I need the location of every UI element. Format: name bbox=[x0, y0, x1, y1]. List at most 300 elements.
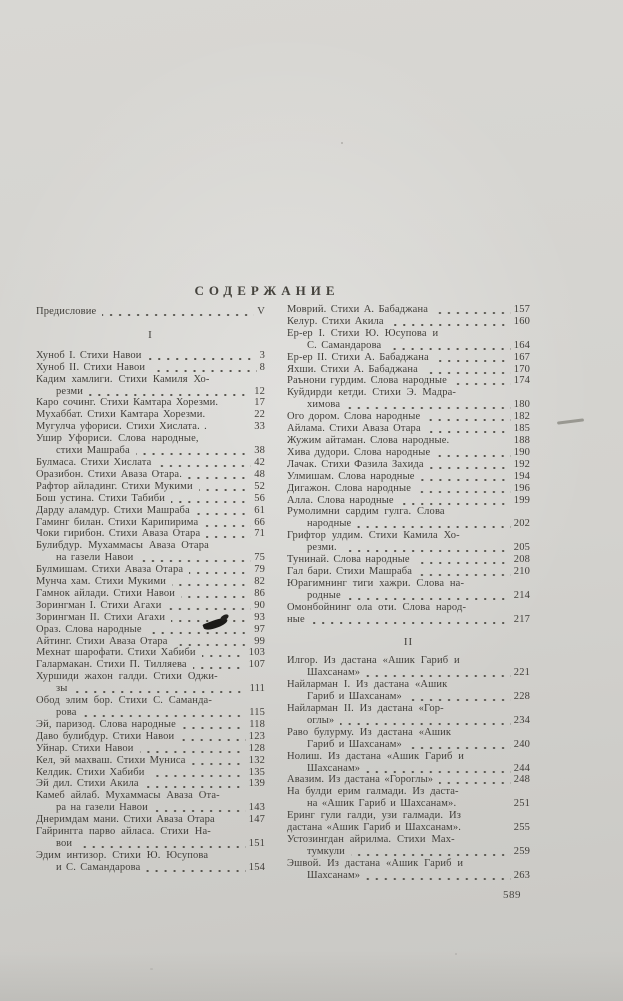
toc-entry-line bbox=[36, 552, 265, 564]
entry-page-number: 147 bbox=[248, 814, 265, 826]
entry-text: На булди ерим галмади. Из даста- bbox=[287, 786, 459, 798]
toc-entry-line bbox=[36, 445, 265, 457]
entry-page-number: 93 bbox=[254, 611, 265, 623]
entry-text: Кадим хамлиги. Стихи Камиля Хо- bbox=[36, 373, 210, 385]
entry-text: Зорингман II. Стихи Агахи bbox=[36, 611, 166, 623]
dot-leader bbox=[436, 455, 511, 457]
dot-leader bbox=[390, 324, 511, 326]
dot-leader bbox=[366, 878, 511, 880]
toc-entry-line bbox=[287, 614, 530, 626]
entry-text: ные bbox=[287, 613, 305, 625]
entry-page-number: 170 bbox=[513, 363, 530, 375]
toc-entry-line bbox=[287, 530, 530, 542]
entry-text: Предисловие bbox=[36, 306, 97, 317]
entry-page-number: 33 bbox=[254, 421, 265, 433]
toc-entry-line bbox=[287, 822, 530, 834]
entry-text: Алла. Слова народные bbox=[287, 494, 394, 506]
toc-entry-line bbox=[287, 352, 530, 364]
toc-entry-line bbox=[287, 703, 530, 715]
entry-text: С. Самандарова bbox=[307, 339, 382, 351]
toc-entry-line bbox=[287, 304, 530, 316]
entry-text: Гариб и Шахсанам» bbox=[307, 738, 402, 750]
entry-text: Булмишам. Стихи Аваза Отара bbox=[36, 564, 184, 576]
entry-text: и С. Самандарова bbox=[56, 861, 141, 873]
dot-leader bbox=[193, 667, 246, 669]
entry-text: Эй, паризод. Слова народные bbox=[36, 718, 176, 730]
entry-page-number: 22 bbox=[254, 409, 265, 421]
toc-entry-line bbox=[287, 471, 530, 483]
dot-leader bbox=[204, 525, 251, 527]
page-title: СОДЕРЖАНИЕ bbox=[194, 283, 340, 298]
toc-entry-line bbox=[36, 397, 265, 409]
entry-page-number: 244 bbox=[513, 762, 530, 774]
entry-text: Оразибон. Стихи Аваза Отара. bbox=[36, 468, 182, 480]
entry-page-number: V bbox=[257, 306, 265, 317]
entry-text: ра на газели Навои bbox=[56, 802, 148, 814]
entry-page-number: 17 bbox=[254, 397, 265, 409]
dot-leader bbox=[400, 503, 511, 505]
entry-page-number: 160 bbox=[513, 315, 530, 327]
entry-text: Ер-ер I. Стихи Ю. Юсупова и bbox=[287, 327, 439, 339]
entry-page-number: 174 bbox=[513, 375, 530, 387]
entry-text: Ораз. Слова народные bbox=[36, 623, 142, 635]
entry-text: на «Ашик Гариб и Шахсанам». bbox=[307, 798, 457, 810]
toc-entry-line bbox=[36, 778, 265, 790]
dot-leader bbox=[151, 370, 256, 372]
dot-leader bbox=[140, 751, 246, 753]
entry-page-number: 3 bbox=[259, 349, 265, 361]
entry-page-number: 71 bbox=[254, 528, 265, 540]
entry-text: Жужим айтаман. Слова народные. bbox=[287, 434, 450, 446]
dot-leader bbox=[181, 596, 251, 598]
entry-text: Каро сочинг. Стихи Камтара Хорезми. bbox=[36, 397, 219, 409]
entry-text: Мухаббат. Стихи Камтара Хорезми. bbox=[36, 409, 206, 421]
entry-text: народные bbox=[307, 518, 352, 530]
entry-page-number: 185 bbox=[513, 423, 530, 435]
dot-leader bbox=[366, 675, 511, 677]
toc-entry-line bbox=[36, 505, 265, 517]
toc-entry-line bbox=[36, 755, 265, 767]
toc-entry-line bbox=[287, 858, 530, 870]
entry-text: резми bbox=[56, 385, 84, 397]
entry-page-number: 196 bbox=[513, 482, 530, 494]
toc-entry-line bbox=[287, 423, 530, 435]
toc-entry-line bbox=[287, 846, 530, 858]
entry-page-number: 263 bbox=[513, 869, 530, 881]
toc-entry-line bbox=[287, 328, 530, 340]
toc-entry-line bbox=[36, 743, 265, 755]
entry-text: Ер-ер II. Стихи А. Бабаджана bbox=[287, 351, 429, 363]
dot-leader bbox=[139, 560, 251, 562]
toc-entry-line bbox=[36, 481, 265, 493]
entry-text: Булибдур. Мухаммасы Аваза Отара bbox=[36, 540, 209, 552]
entry-text: Раво булурму. Из дастана «Ашик bbox=[287, 726, 452, 738]
toc-entry-line bbox=[287, 495, 530, 507]
entry-text: Зорингман I. Стихи Агахи bbox=[36, 599, 162, 611]
toc-entry-line bbox=[36, 802, 265, 814]
entry-text: Дигажон. Слова народные bbox=[287, 482, 412, 494]
entry-page-number: 135 bbox=[248, 766, 265, 778]
dot-leader bbox=[192, 763, 246, 765]
toc-entry-line bbox=[36, 731, 265, 743]
entry-page-number: 240 bbox=[513, 738, 530, 750]
toc-entry-line bbox=[287, 786, 530, 798]
entry-text: Тунинай. Слова народные bbox=[287, 554, 410, 566]
entry-text: Устозингдан айрилма. Стихи Мах- bbox=[287, 833, 455, 845]
entry-page-number: 205 bbox=[513, 542, 530, 554]
entry-text: Камеб айлаб. Мухаммасы Аваза Ота- bbox=[36, 790, 220, 802]
toc-entry-line bbox=[287, 578, 530, 590]
entry-text: Булмаса. Стихи Хислата bbox=[36, 456, 152, 468]
entry-page-number: 234 bbox=[513, 714, 530, 726]
dot-leader bbox=[188, 477, 251, 479]
entry-text: Гаминг билан. Стихи Карипирима bbox=[36, 516, 199, 528]
entry-page-number: 79 bbox=[254, 564, 265, 576]
toc-entry-line bbox=[36, 790, 265, 802]
dot-leader bbox=[357, 526, 510, 528]
toc-entry-line bbox=[36, 707, 265, 719]
entry-text: Дарду аламдур. Стихи Машраба bbox=[36, 504, 190, 516]
entry-text: рова bbox=[56, 707, 77, 718]
dot-leader bbox=[427, 431, 511, 433]
entry-text: Шахсанам» bbox=[307, 762, 361, 774]
entry-page-number: 248 bbox=[513, 774, 530, 786]
entry-page-number: 118 bbox=[249, 718, 265, 730]
dot-leader bbox=[174, 644, 252, 646]
toc-entry-line bbox=[287, 506, 530, 518]
entry-text: Юрагимнинг тиги хажри. Слова на- bbox=[287, 577, 465, 589]
entry-page-number: 167 bbox=[513, 351, 530, 363]
entry-page-number: 86 bbox=[254, 587, 265, 599]
entry-text: Авазим. Из дастана «Гороглы» bbox=[287, 774, 434, 786]
section-heading: I bbox=[148, 328, 153, 341]
entry-page-number: 221 bbox=[513, 667, 530, 679]
toc-entry-line bbox=[287, 411, 530, 423]
entry-text: Рафтор айладинг. Стихи Мукими bbox=[36, 480, 193, 492]
dot-leader bbox=[151, 775, 246, 777]
toc-entry-line bbox=[287, 602, 530, 614]
dot-leader bbox=[102, 314, 254, 316]
dot-leader bbox=[434, 312, 511, 314]
dot-leader bbox=[202, 655, 246, 657]
entry-text: Найларман II. Из дастана «Гор- bbox=[287, 703, 444, 714]
toc-entry-line bbox=[36, 826, 265, 838]
entry-text: Ушир Уфориси. Слова народные, bbox=[36, 433, 199, 445]
toc-entry-line bbox=[287, 774, 530, 786]
entry-page-number: 42 bbox=[254, 456, 265, 468]
entry-text: Гайрингга парво айласа. Стихи На- bbox=[36, 826, 211, 838]
dot-leader bbox=[347, 598, 511, 600]
entry-page-number: 194 bbox=[513, 470, 530, 482]
toc-entry-line bbox=[36, 540, 265, 552]
paper-speck bbox=[150, 968, 153, 970]
toc-entry-line bbox=[36, 695, 265, 707]
toc-entry-line bbox=[287, 667, 530, 679]
section-heading: II bbox=[403, 636, 414, 649]
toc-entry-line bbox=[287, 518, 530, 530]
entry-text: Даво булибдур. Стихи Навои bbox=[36, 730, 175, 742]
entry-text: Мугулча уфориси. Стихи Хислата. . bbox=[36, 421, 207, 433]
entry-text: Келур. Стихи Акила bbox=[287, 315, 384, 327]
entry-text: Хуноб II. Стихи Навои bbox=[36, 361, 146, 373]
entry-text: оглы» bbox=[307, 714, 335, 726]
entry-text: Улмишам. Слова народные bbox=[287, 470, 415, 482]
entry-page-number: 111 bbox=[249, 683, 265, 695]
entry-text: дастана «Ашик Гариб и Шахсанам». bbox=[287, 822, 462, 834]
dot-leader bbox=[172, 584, 251, 586]
paper-speck bbox=[455, 953, 457, 955]
toc-entry-line bbox=[287, 727, 530, 739]
entry-text: Шахсанам» bbox=[307, 869, 361, 881]
entry-page-number: 90 bbox=[254, 599, 265, 611]
entry-text: Чоки гирибон. Стихи Аваза Отара bbox=[36, 528, 201, 540]
entry-page-number: 143 bbox=[248, 802, 265, 814]
entry-page-number: 154 bbox=[248, 861, 265, 873]
entry-page-number: 48 bbox=[254, 468, 265, 480]
entry-text: Айлама. Стихи Аваза Отара bbox=[287, 423, 421, 435]
dot-leader bbox=[408, 747, 511, 749]
entry-page-number: 99 bbox=[254, 635, 265, 647]
entry-page-number: 259 bbox=[513, 845, 530, 857]
toc-entry-line bbox=[36, 636, 265, 648]
toc-entry-line bbox=[287, 834, 530, 846]
entry-text: стихи Машраба bbox=[56, 445, 130, 457]
entry-text: Илгор. Из дастана «Ашик Гариб и bbox=[287, 655, 460, 667]
toc-entry-line bbox=[36, 600, 265, 612]
dot-leader bbox=[435, 360, 511, 362]
dot-leader bbox=[408, 699, 511, 701]
entry-page-number: 128 bbox=[248, 742, 265, 754]
dot-leader bbox=[430, 467, 511, 469]
toc-entry-line bbox=[287, 483, 530, 495]
dot-leader bbox=[136, 453, 251, 455]
toc-entry-line bbox=[287, 459, 530, 471]
entry-page-number: 132 bbox=[248, 754, 265, 766]
dot-leader bbox=[145, 786, 246, 788]
entry-page-number: 180 bbox=[513, 399, 530, 411]
entry-text: тумкули bbox=[307, 845, 345, 857]
entry-page-number: 182 bbox=[513, 411, 530, 423]
toc-entry-line bbox=[36, 350, 265, 362]
toc-entry-line bbox=[36, 306, 265, 318]
toc-entry-line bbox=[36, 433, 265, 445]
paper-speck bbox=[92, 487, 94, 489]
toc-entry-line bbox=[287, 590, 530, 602]
pencil-dash-mark bbox=[557, 418, 584, 424]
entry-text: Гал бари. Стихи Машраба bbox=[287, 565, 413, 577]
entry-page-number: 75 bbox=[254, 552, 265, 564]
entry-page-number: 157 bbox=[513, 304, 530, 315]
toc-entry-line bbox=[287, 340, 530, 352]
dot-leader bbox=[74, 691, 247, 693]
entry-text: Нолиш. Из дастана «Ашик Гариб и bbox=[287, 750, 465, 762]
entry-page-number: 255 bbox=[513, 822, 530, 834]
dot-leader bbox=[89, 394, 251, 396]
entry-text: резми. bbox=[307, 542, 337, 554]
toc-entry-line bbox=[36, 838, 265, 850]
entry-text: Ого дором. Слова народные bbox=[287, 411, 421, 423]
entry-page-number: 210 bbox=[513, 565, 530, 577]
entry-page-number: 8 bbox=[259, 361, 265, 373]
toc-entry-line bbox=[36, 374, 265, 386]
toc-entry-line bbox=[287, 399, 530, 411]
dot-leader bbox=[439, 782, 511, 784]
toc-entry-line bbox=[287, 447, 530, 459]
dot-leader bbox=[351, 854, 511, 856]
dot-leader bbox=[199, 489, 251, 491]
toc-entry-line bbox=[36, 576, 265, 588]
entry-page-number: 139 bbox=[248, 778, 265, 790]
toc-entry-line bbox=[287, 810, 530, 822]
entry-page-number: 97 bbox=[254, 623, 265, 635]
entry-page-number: 38 bbox=[254, 445, 265, 457]
entry-page-number: 82 bbox=[254, 576, 265, 588]
entry-text: на газели Навои bbox=[56, 552, 134, 564]
toc-entry-line bbox=[287, 870, 530, 882]
toc-entry-line bbox=[287, 751, 530, 763]
entry-text: Еринг гули галди, узи галмади. Из bbox=[287, 810, 461, 822]
dot-leader bbox=[206, 536, 251, 538]
entry-text: Хуноб I. Стихи Навои bbox=[36, 349, 142, 361]
entry-text: Мунча хам. Стихи Мукими bbox=[36, 576, 167, 588]
toc-entry-line bbox=[36, 612, 265, 624]
entry-page-number: 192 bbox=[513, 458, 530, 470]
toc-entry-line bbox=[36, 421, 265, 433]
dot-leader bbox=[148, 358, 257, 360]
toc-entry-line bbox=[36, 814, 265, 826]
toc-entry-line bbox=[287, 387, 530, 399]
entry-text: Гамнок айлади. Стихи Навои bbox=[36, 587, 176, 599]
entry-page-number: 164 bbox=[513, 339, 530, 351]
entry-page-number: 103 bbox=[248, 647, 265, 659]
dot-leader bbox=[340, 723, 510, 725]
toc-entry-line bbox=[36, 564, 265, 576]
dot-leader bbox=[167, 608, 251, 610]
entry-page-number: 52 bbox=[254, 480, 265, 492]
entry-text: Найларман I. Из дастана «Ашик bbox=[287, 679, 448, 691]
entry-text: Яхши. Стихи А. Бабаджана bbox=[287, 363, 418, 375]
entry-page-number: 188 bbox=[513, 434, 530, 446]
toc-entry-line bbox=[287, 798, 530, 810]
entry-page-number: 228 bbox=[513, 691, 530, 703]
entry-text: Омонбойнинг ола оти. Слова народ- bbox=[287, 601, 467, 613]
dot-leader bbox=[171, 501, 251, 503]
entry-text: Обод элим бор. Стихи С. Саманда- bbox=[36, 695, 213, 707]
toc-entry-line bbox=[36, 493, 265, 505]
toc-entry-line bbox=[36, 362, 265, 374]
toc-entry-line bbox=[287, 763, 530, 775]
toc-entry-line bbox=[36, 683, 265, 695]
dot-leader bbox=[418, 574, 511, 576]
toc-entry-line bbox=[287, 316, 530, 328]
entry-text: вои bbox=[56, 837, 73, 849]
toc-entry-line bbox=[287, 739, 530, 751]
dot-leader bbox=[154, 810, 246, 812]
toc-entry-line bbox=[36, 767, 265, 779]
entry-page-number: 151 bbox=[248, 837, 265, 849]
entry-page-number: 199 bbox=[513, 494, 530, 506]
dot-leader bbox=[182, 727, 246, 729]
entry-page-number: 251 bbox=[513, 798, 530, 810]
entry-text: Айтинг. Стихи Аваза Отара bbox=[36, 635, 168, 647]
toc-entry-line bbox=[36, 517, 265, 529]
entry-page-number: 56 bbox=[254, 492, 265, 504]
entry-text: Мехнат шарофати. Стихи Хабиби bbox=[36, 647, 196, 659]
dot-leader bbox=[146, 870, 245, 872]
dot-leader bbox=[417, 491, 511, 493]
dot-leader bbox=[453, 383, 511, 385]
toc-entry-line bbox=[287, 435, 530, 447]
entry-text: зы bbox=[56, 683, 68, 695]
entry-text: Хуршиди жахон галди. Стихи Оджи- bbox=[36, 671, 218, 683]
entry-text: Эй дил. Стихи Акила bbox=[36, 778, 139, 790]
toc-entry-line bbox=[36, 457, 265, 469]
entry-page-number: 202 bbox=[513, 518, 530, 530]
toc-entry-line bbox=[287, 542, 530, 554]
entry-text: Днеримдам мани. Стихи Аваза Отара bbox=[36, 814, 215, 826]
toc-entry-line bbox=[287, 375, 530, 387]
entry-text: Хива дудори. Слова народные bbox=[287, 446, 431, 458]
entry-text: Моврий. Стихи А. Бабаджана bbox=[287, 304, 429, 315]
toc-entry-line bbox=[36, 469, 265, 481]
toc-entry-line bbox=[36, 850, 265, 862]
dot-leader bbox=[78, 846, 246, 848]
entry-page-number: 66 bbox=[254, 516, 265, 528]
entry-page-number: 208 bbox=[513, 554, 530, 566]
entry-page-number: 214 bbox=[513, 589, 530, 601]
entry-text: Шахсанам» bbox=[307, 667, 361, 679]
entry-text: Грифтор улдим. Стихи Камила Хо- bbox=[287, 530, 460, 542]
toc-entry-line bbox=[36, 671, 265, 683]
toc-entry-line bbox=[287, 679, 530, 691]
entry-text: Раънони гурдим. Слова народные bbox=[287, 375, 447, 387]
entry-text: Эшвой. Из дастана «Ашик Гариб и bbox=[287, 857, 464, 869]
toc-entry-line bbox=[36, 409, 265, 421]
entry-text: Бош устина. Стихи Табиби bbox=[36, 492, 166, 504]
dot-leader bbox=[343, 550, 511, 552]
dot-leader bbox=[421, 479, 511, 481]
entry-text: родные bbox=[307, 589, 341, 601]
entry-page-number: 123 bbox=[248, 730, 265, 742]
folio-page-number: 589 bbox=[503, 889, 521, 901]
toc-entry-line bbox=[36, 624, 265, 636]
entry-text: Эдим интизор. Стихи Ю. Юсупова bbox=[36, 849, 209, 861]
dot-leader bbox=[148, 632, 252, 634]
dot-leader bbox=[311, 622, 511, 624]
entry-text: Лачак. Стихи Фазила Захида bbox=[287, 458, 424, 470]
entry-text: Галармакан. Стихи П. Тилляева bbox=[36, 659, 187, 671]
entry-text: Кел, эй махваш. Стихи Муниса bbox=[36, 754, 186, 766]
toc-entry-line bbox=[287, 715, 530, 727]
toc-entry-line bbox=[36, 647, 265, 659]
toc-entry-line bbox=[287, 691, 530, 703]
toc-column-left bbox=[36, 306, 265, 874]
toc-entry-line bbox=[287, 655, 530, 667]
toc-column-right bbox=[287, 304, 530, 882]
entry-page-number: 61 bbox=[254, 504, 265, 516]
dot-leader bbox=[424, 372, 511, 374]
entry-text: Келдик. Стихи Хабиби bbox=[36, 766, 145, 778]
dot-leader bbox=[366, 771, 511, 773]
dot-leader bbox=[426, 419, 511, 421]
dot-leader bbox=[387, 348, 510, 350]
dot-leader bbox=[83, 715, 247, 717]
toc-entry-line bbox=[36, 659, 265, 671]
dot-leader bbox=[189, 572, 251, 574]
toc-entry-line bbox=[36, 719, 265, 731]
entry-page-number: 190 bbox=[513, 446, 530, 458]
dot-leader bbox=[180, 739, 245, 741]
